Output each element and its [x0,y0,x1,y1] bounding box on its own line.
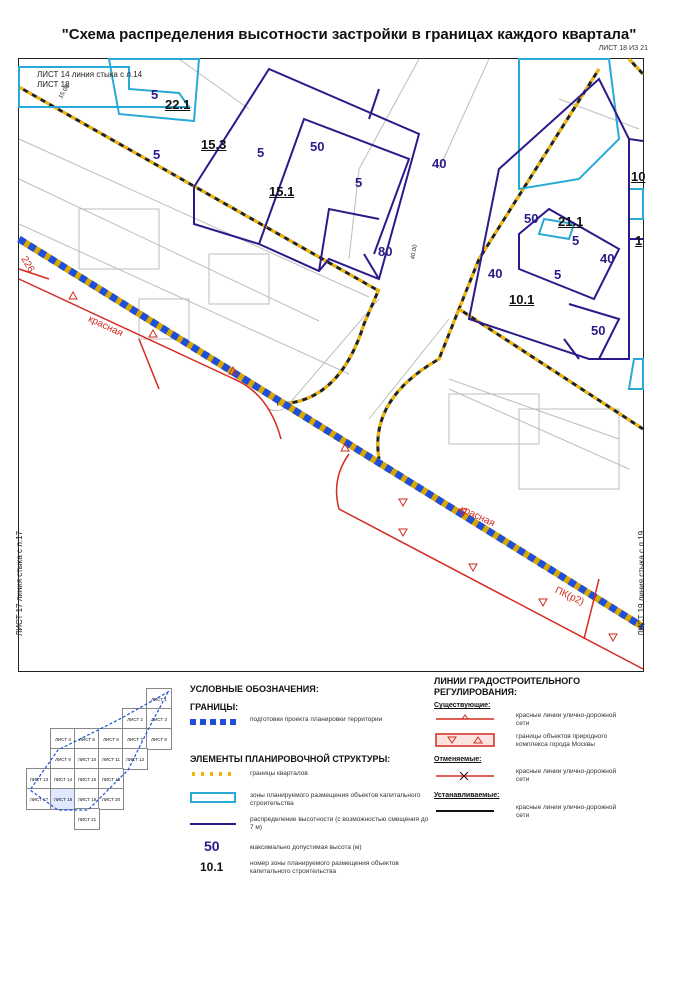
height-label: 5 [355,175,363,190]
sheet-cell: ЛИСТ 5 [74,728,100,750]
legend-cancelled-red-lines: красные линии улично-дорожной сети [516,768,617,783]
zone-number: 15.3 [201,137,227,152]
edge-label-top-2: ЛИСТ 18 [37,80,70,89]
zone-number: 1 [635,233,643,248]
legend-heading: УСЛОВНЫЕ ОБОЗНАЧЕНИЯ: [190,684,319,694]
legend-regulation-heading-2: РЕГУЛИРОВАНИЯ: [434,687,518,697]
legend-zone-number-sample: 10.1 [200,860,224,874]
legend-elements-heading: ЭЛЕМЕНТЫ ПЛАНИРОВОЧНОЙ СТРУКТУРЫ: [190,754,391,764]
cancelled-red-line-symbol [434,770,498,782]
legend-zone-number: номер зоны планируемого размещения объектов капитального строительства [250,860,399,875]
sheet-cell: ЛИСТ 1 [146,688,172,710]
legend-project-boundary: подготовки проекта планировки территории [250,716,383,723]
legend-established-red-lines: красные линии улично-дорожной сети [516,804,617,819]
legend-max-height: максимально допустимая высота (м) [250,844,362,851]
map-title: "Схема распределения высотности застройки в границах каждого квартала" [61,26,637,43]
edge-label-top-1: ЛИСТ 14 линия стыка с л.14 [37,70,143,79]
sheet-cell: ЛИСТ 15 [74,768,100,790]
sheet-cell: ЛИСТ 11 [98,748,124,770]
sheet-cell: ЛИСТ 9 [50,748,76,770]
sheet-cell: ЛИСТ 7 [122,728,148,750]
legend [18,670,642,920]
height-label: 5 [257,145,265,160]
zone-number: 22.1 [165,97,191,112]
red-line-label: красная [86,313,125,340]
legend-max-height-sample: 50 [204,838,220,854]
height-distribution-symbol [190,820,238,828]
sheet-cell: ЛИСТ 13 [26,768,52,790]
sheet-cell: ЛИСТ 14 [50,768,76,790]
sheet-cell: ЛИСТ 8 [146,728,172,750]
legend-existing: Существующие: [434,702,491,709]
sheet-cell: ЛИСТ 6 [98,728,124,750]
sheet-cell: ЛИСТ 17 [26,788,52,810]
sheet-cell: ЛИСТ 16 [98,768,124,790]
height-label: 50 [524,211,539,226]
map-frame [15,58,647,672]
height-label: 50 [310,139,325,154]
zone-number: 10 [631,169,646,184]
quarter-boundary-symbol [190,770,238,778]
sheet-cell-current: ЛИСТ 18 [50,788,76,810]
zone-number: 10.1 [509,292,535,307]
height-label: 5 [572,233,580,248]
established-red-line-symbol [434,806,498,816]
sheet-cell: ЛИСТ 20 [98,788,124,810]
sheet-cell: ЛИСТ 19 [74,788,100,810]
zone-number: 15.1 [269,184,295,199]
legend-nature-boundary: границы объектов природного комплекса города Москвы [516,733,608,748]
project-boundary-symbol [190,718,238,726]
dimension-label: 40.00 [410,244,419,260]
nature-boundary-symbol [434,732,498,748]
height-label: 5 [153,147,161,162]
sheet-index-grid [18,680,168,860]
height-label: 40 [432,156,447,171]
legend-zones: зоны планируемого размещения объектов капитального строительства [250,792,421,807]
sheet-cell: ЛИСТ 4 [50,728,76,750]
zone-number: 21.1 [558,214,584,229]
height-label: 5 [554,267,562,282]
legend-boundaries-heading: ГРАНИЦЫ: [190,702,239,712]
project-boundary [19,239,643,627]
edge-label-left: ЛИСТ 17 линия стыка с л.17 [15,530,25,637]
legend-existing-red-lines: красные линии улично-дорожной сети [516,712,617,727]
height-label: 40 [488,266,503,281]
legend-regulation-heading-1: ЛИНИИ ГРАДОСТРОИТЕЛЬНОГО [434,676,581,686]
sheet-cell: ЛИСТ 3 [146,708,172,730]
existing-red-line-symbol [434,714,498,724]
red-line-label: 226 [18,254,37,275]
red-line-label: красная [458,503,497,530]
dimension-label: 15.00 [58,83,71,101]
sheet-cell: ЛИСТ 21 [74,808,100,830]
height-label: 80 [378,244,393,259]
zone-symbol [190,792,238,804]
red-line-label: ПК(р2) [553,585,586,608]
height-label: 40 [600,251,615,266]
sheet-cell: ЛИСТ 10 [74,748,100,770]
height-label: 5 [151,87,159,102]
legend-height-distribution: распределение высотности (с возможностью смещения до 7 м) [250,816,429,831]
legend-cancelled: Отменяемые: [434,756,482,763]
map-canvas [19,59,646,671]
height-label: 50 [591,323,606,338]
sheet-index-boundary [18,680,178,840]
sheet-cell: ЛИСТ 12 [122,748,148,770]
edge-label-right: ЛИСТ 19 линия стыка с л.19 [637,530,647,637]
legend-quarter-boundaries: границы кварталов [250,770,308,777]
road-outlines [19,59,639,489]
sheet-number: ЛИСТ 18 ИЗ 21 [598,45,648,52]
sheet-cell: ЛИСТ 2 [122,708,148,730]
legend-established: Устанавливаемые: [434,792,500,799]
red-line-ticks [69,292,617,641]
zone-outlines [19,59,646,389]
